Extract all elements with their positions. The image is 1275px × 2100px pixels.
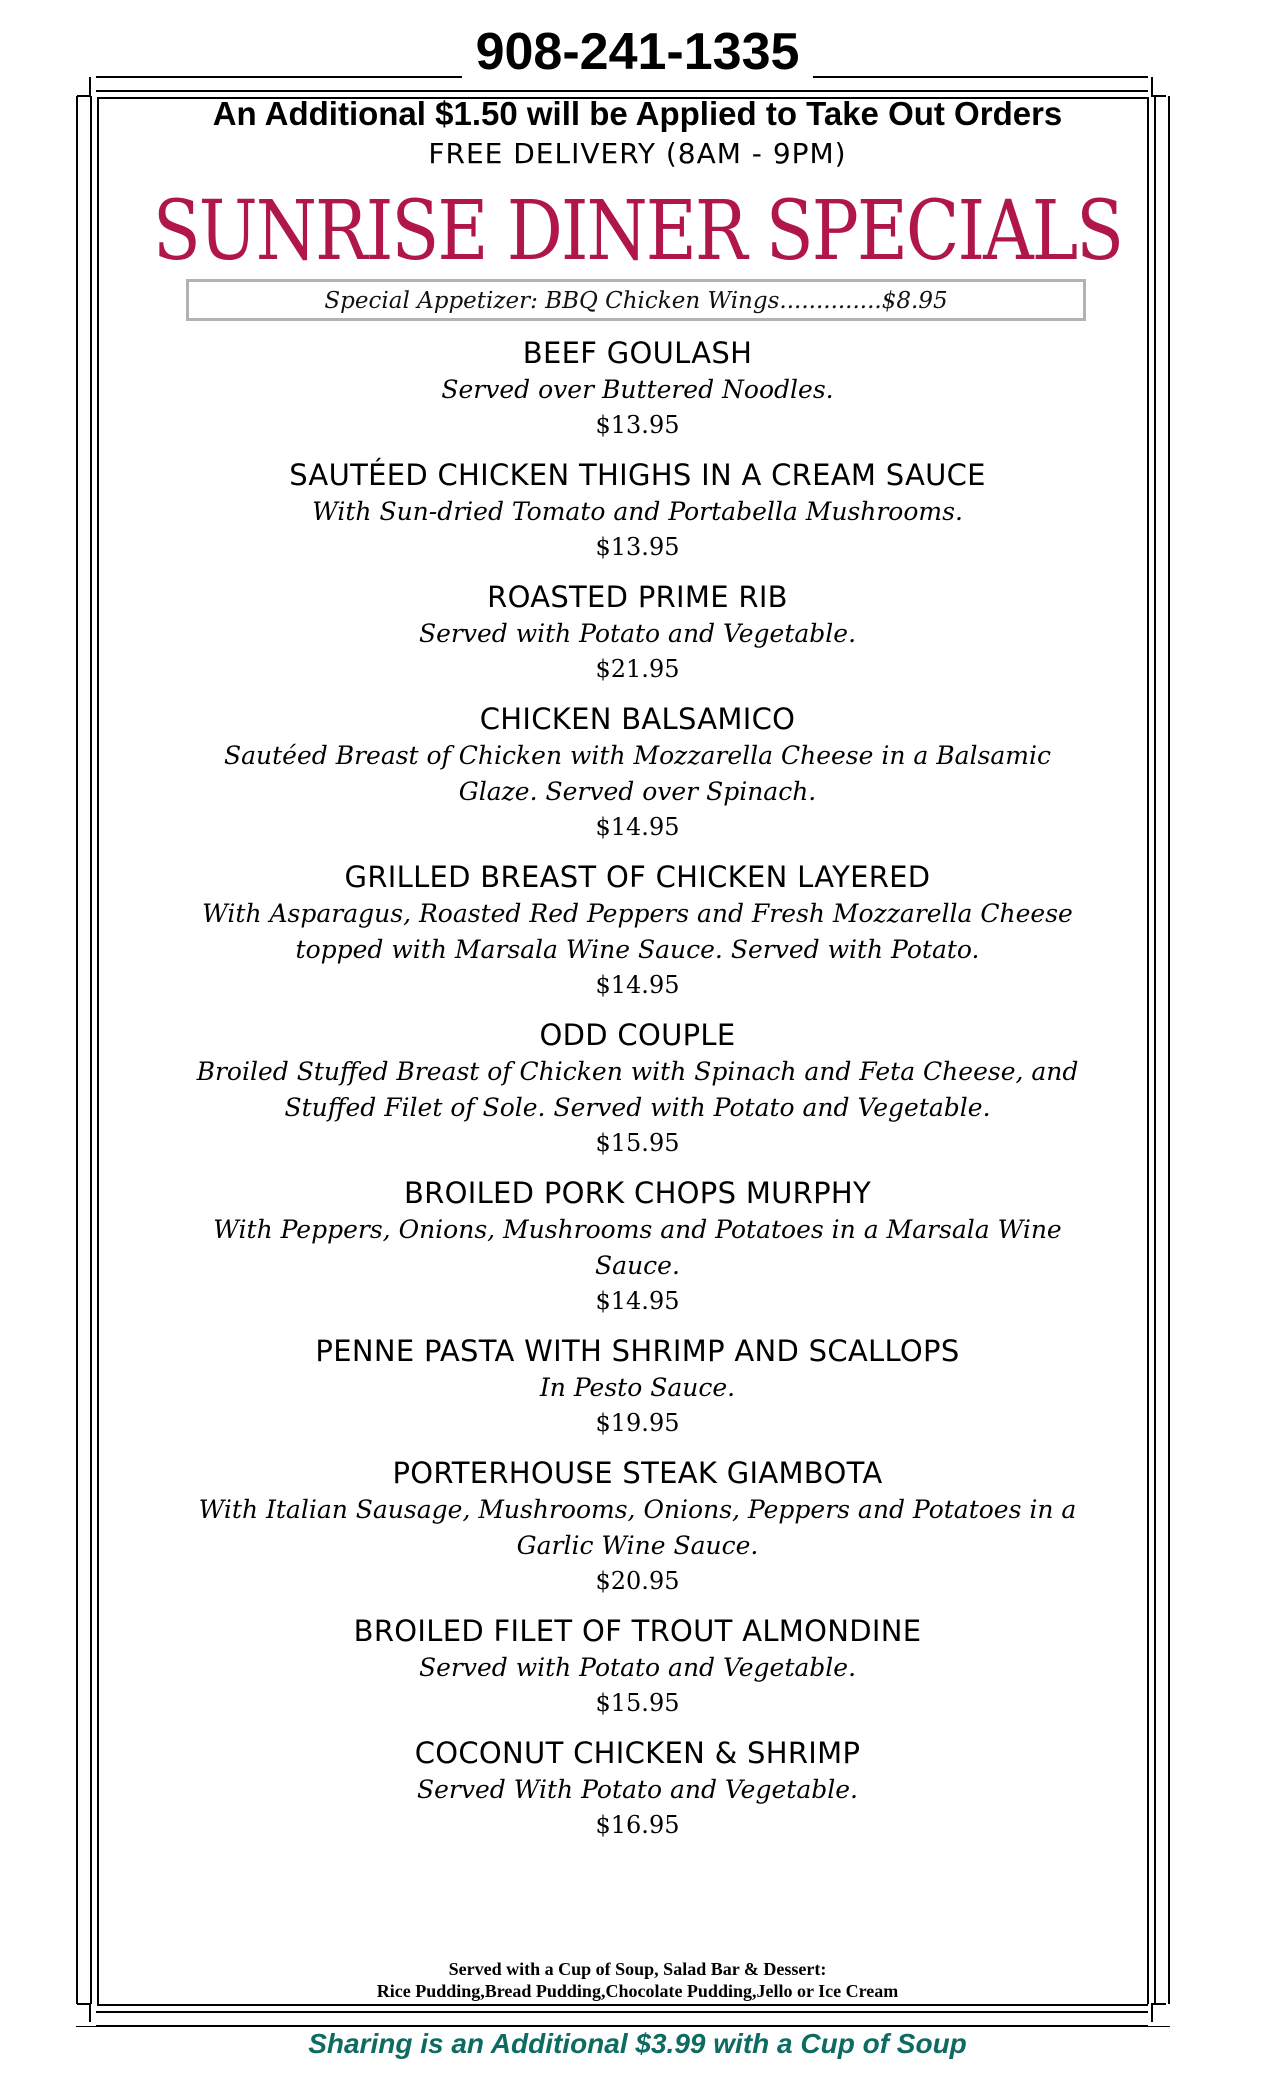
item-description: With Italian Sausage, Mushrooms, Onions, Peppers and Potatoes in a Garlic Wine Sauce. — [198, 1495, 1077, 1560]
phone-number-text[interactable]: 908-241-1335 — [462, 23, 814, 81]
item-price: $15.95 — [595, 1689, 680, 1717]
item-price: $14.95 — [595, 813, 680, 841]
item-description: With Sun-dried Tomato and Portabella Mushrooms. — [312, 497, 963, 526]
item-description: Served with Potato and Vegetable. — [418, 1653, 857, 1682]
served-with-line-2: Rice Pudding,Bread Pudding,Chocolate Pudding,Jello or Ice Cream — [376, 1981, 899, 2001]
special-item — [186, 456, 1089, 564]
item-name: COCONUT CHICKEN & SHRIMP — [414, 1736, 861, 1770]
sharing-note-text: Sharing is an Additional $3.99 with a Cup of Soup — [298, 2028, 977, 2059]
item-name: ODD COUPLE — [539, 1018, 736, 1052]
item-name: PENNE PASTA WITH SHRIMP AND SCALLOPS — [315, 1334, 960, 1368]
special-item — [186, 1016, 1089, 1160]
special-item — [186, 1332, 1089, 1440]
special-item — [186, 1734, 1089, 1842]
item-price: $20.95 — [595, 1567, 680, 1595]
special-item — [186, 1174, 1089, 1318]
special-item — [186, 334, 1089, 442]
item-name: GRILLED BREAST OF CHICKEN LAYERED — [344, 860, 931, 894]
item-price: $13.95 — [595, 533, 680, 561]
item-description: Served With Potato and Vegetable. — [417, 1775, 858, 1804]
item-description: Served with Potato and Vegetable. — [418, 619, 857, 648]
item-name: BROILED PORK CHOPS MURPHY — [403, 1176, 872, 1210]
item-description: With Asparagus, Roasted Red Peppers and Fresh Mozzarella Cheese topped with Marsala Wine Sauce. Served with Potato. — [202, 899, 1073, 964]
special-item — [186, 858, 1089, 1002]
item-name: BROILED FILET OF TROUT ALMONDINE — [353, 1614, 922, 1648]
item-description: Sautéed Breast of Chicken with Mozzarella Cheese in a Balsamic Glaze. Served over Spinach. — [223, 741, 1051, 806]
item-price: $15.95 — [595, 1129, 680, 1157]
item-price: $16.95 — [595, 1811, 680, 1839]
item-price: $21.95 — [595, 655, 680, 683]
phone-number[interactable] — [0, 22, 1275, 82]
special-item — [186, 578, 1089, 686]
item-name: BEEF GOULASH — [522, 336, 753, 370]
item-name: SAUTÉED CHICKEN THIGHS IN A CREAM SAUCE — [289, 458, 986, 492]
served-with-line-1: Served with a Cup of Soup, Salad Bar & Dessert: — [448, 1959, 827, 1979]
special-item — [186, 1612, 1089, 1720]
delivery-note: FREE DELIVERY (8AM - 9PM) — [428, 137, 847, 170]
special-appetizer: Special Appetizer: BBQ Chicken Wings..............$8.95 — [186, 279, 1086, 321]
special-item — [186, 700, 1089, 844]
takeout-note: An Additional $1.50 will be Applied to Take Out Orders — [212, 95, 1063, 132]
special-item — [186, 1454, 1089, 1598]
item-description: Broiled Stuffed Breast of Chicken with Spinach and Feta Cheese, and Stuffed Filet of Sole. Served with Potato and Vegetable. — [196, 1057, 1079, 1122]
item-description: With Peppers, Onions, Mushrooms and Potatoes in a Marsala Wine Sauce. — [213, 1215, 1062, 1280]
specials-list — [186, 334, 1089, 1856]
item-name: PORTERHOUSE STEAK GIAMBOTA — [392, 1456, 883, 1490]
item-price: $14.95 — [595, 1287, 680, 1315]
page-title: SUNRISE DINER SPECIALS — [152, 182, 1123, 280]
item-price: $13.95 — [595, 411, 680, 439]
item-name: ROASTED PRIME RIB — [487, 580, 788, 614]
sharing-note — [0, 2026, 1275, 2062]
item-description: Served over Buttered Noodles. — [441, 375, 834, 404]
item-price: $19.95 — [595, 1409, 680, 1437]
item-price: $14.95 — [595, 971, 680, 999]
served-with-note — [0, 1958, 1275, 2002]
item-description: In Pesto Sauce. — [539, 1373, 736, 1402]
item-name: CHICKEN BALSAMICO — [479, 702, 796, 736]
